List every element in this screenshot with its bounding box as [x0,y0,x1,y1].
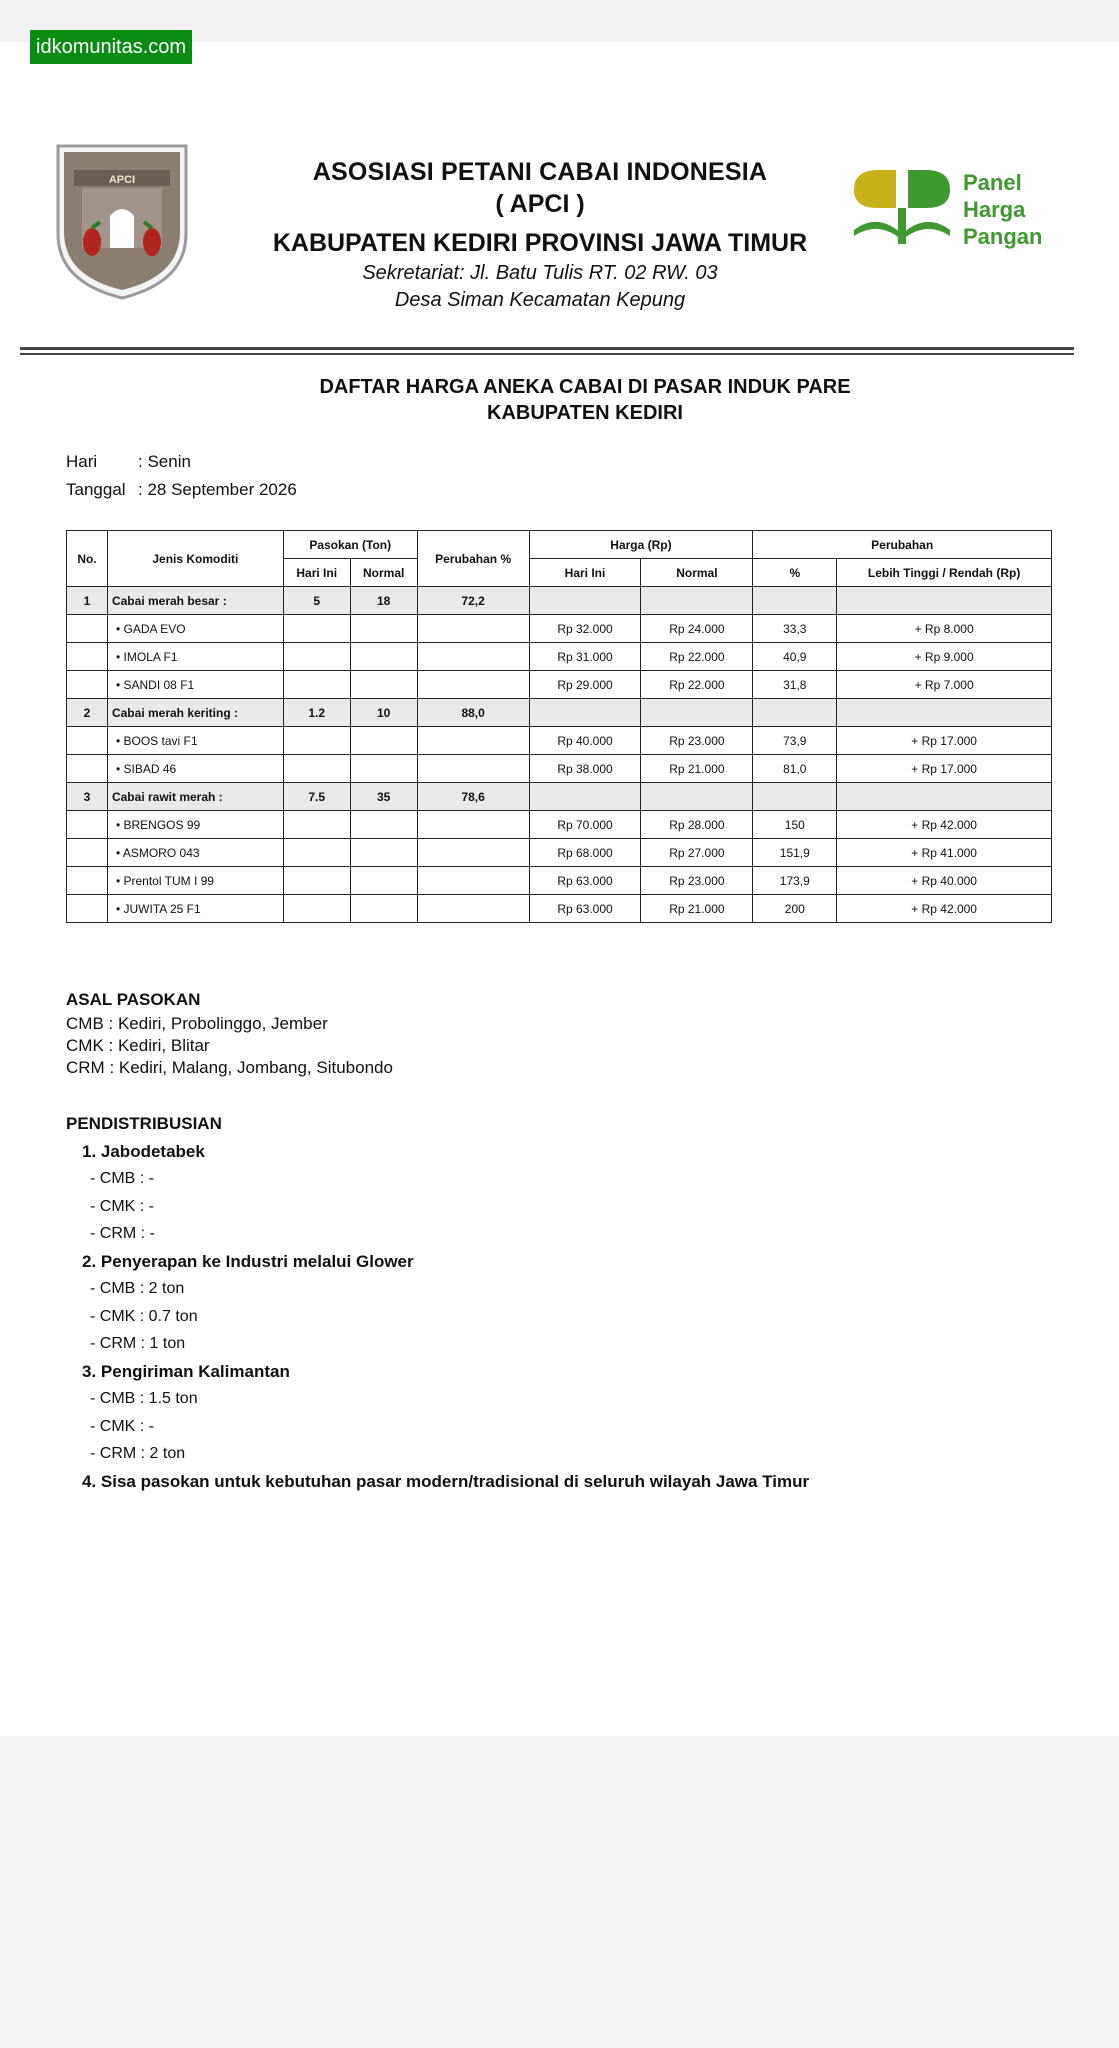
day-value: : Senin [138,452,191,471]
price-difference: + Rp 8.000 [837,615,1052,643]
row-no [67,839,108,867]
supply-normal [350,811,417,839]
price-normal: Rp 22.000 [641,671,753,699]
table-group-row [67,587,1052,615]
distribusi-item-4: 4. Sisa pasokan untuk kebutuhan pasar modern/tradisional di seluruh wilayah Jawa Timur [82,1472,810,1491]
row-no [67,867,108,895]
letterhead [200,156,880,314]
supply-change-pct: 72,2 [417,587,529,615]
row-no [67,727,108,755]
table-row [67,839,1052,867]
address-line-1: Sekretariat: Jl. Batu Tulis RT. 02 RW. 03 [362,262,718,284]
price-today: Rp 70.000 [529,811,641,839]
supply-change-pct [417,867,529,895]
table-row [67,811,1052,839]
supply-normal: 35 [350,783,417,811]
asal-title: ASAL PASOKAN [66,990,201,1009]
date-value: : 28 September 2026 [138,480,297,499]
price-change-pct: 31,8 [753,671,837,699]
header-harga-normal: Normal [641,559,753,587]
price-normal: Rp 22.000 [641,643,753,671]
distribusi-item-2: 2. Penyerapan ke Industri melalui Glower [82,1252,414,1271]
logo-text-pangan: Pangan [963,224,1043,249]
price-today: Rp 38.000 [529,755,641,783]
header-lebih: Lebih Tinggi / Rendah (Rp) [837,559,1052,587]
header-perubahan: Perubahan [753,531,1052,559]
row-no [67,615,108,643]
bottom-area [0,1736,1119,2048]
header-jenis: Jenis Komoditi [107,531,283,587]
row-no [67,895,108,923]
price-normal [641,699,753,727]
price-change-pct: 173,9 [753,867,837,895]
price-today [529,783,641,811]
supply-today [283,839,350,867]
price-today [529,587,641,615]
price-difference [837,783,1052,811]
price-change-pct [753,783,837,811]
table-row [67,615,1052,643]
price-normal [641,587,753,615]
price-difference: + Rp 42.000 [837,811,1052,839]
commodity-name: • BRENGOS 99 [107,811,283,839]
supply-change-pct: 88,0 [417,699,529,727]
watermark-label: idkomunitas.com [30,30,192,64]
price-normal: Rp 28.000 [641,811,753,839]
price-change-pct [753,587,837,615]
distribusi-sub: - CMK : 0.7 ton [90,1308,198,1325]
supply-change-pct [417,727,529,755]
price-today: Rp 29.000 [529,671,641,699]
supply-normal: 10 [350,699,417,727]
price-change-pct: 81,0 [753,755,837,783]
table-group-row [67,783,1052,811]
price-difference: + Rp 17.000 [837,755,1052,783]
title-line-1: DAFTAR HARGA ANEKA CABAI DI PASAR INDUK PARE [319,376,851,398]
price-today: Rp 40.000 [529,727,641,755]
header-harga: Harga (Rp) [529,531,753,559]
price-change-pct: 33,3 [753,615,837,643]
distribusi-title: PENDISTRIBUSIAN [66,1114,222,1133]
price-difference: + Rp 42.000 [837,895,1052,923]
supply-change-pct [417,643,529,671]
document-title [200,374,970,426]
day-row [66,451,191,473]
region-name: KABUPATEN KEDIRI PROVINSI JAWA TIMUR [272,229,808,257]
price-difference: + Rp 9.000 [837,643,1052,671]
commodity-name: Cabai merah besar : [107,587,283,615]
commodity-name: • IMOLA F1 [107,643,283,671]
supply-today [283,755,350,783]
header-pct: % [753,559,837,587]
table-row [67,867,1052,895]
table-row [67,895,1052,923]
supply-change-pct [417,615,529,643]
day-label: Hari [66,452,98,471]
price-difference: + Rp 41.000 [837,839,1052,867]
commodity-name: Cabai rawit merah : [107,783,283,811]
price-change-pct: 200 [753,895,837,923]
asal-line: CMK : Kediri, Blitar [66,1036,210,1055]
supply-normal [350,895,417,923]
supply-today: 5 [283,587,350,615]
row-no [67,755,108,783]
supply-today [283,615,350,643]
price-today: Rp 63.000 [529,867,641,895]
supply-change-pct [417,811,529,839]
row-no [67,811,108,839]
price-normal: Rp 21.000 [641,755,753,783]
row-no [67,671,108,699]
supply-today [283,671,350,699]
distribusi-sub: - CMB : 2 ton [90,1280,185,1297]
supply-normal [350,727,417,755]
commodity-name: • SANDI 08 F1 [107,671,283,699]
logo-text-harga: Harga [963,197,1026,222]
table-group-row [67,699,1052,727]
supply-normal [350,615,417,643]
supply-today [283,727,350,755]
price-normal: Rp 27.000 [641,839,753,867]
commodity-name: • GADA EVO [107,615,283,643]
distribusi-sub: - CMB : - [90,1170,154,1187]
price-today [529,699,641,727]
price-normal: Rp 23.000 [641,867,753,895]
supply-change-pct [417,839,529,867]
price-change-pct: 151,9 [753,839,837,867]
supply-normal [350,867,417,895]
table-row [67,643,1052,671]
apci-logo [52,142,192,302]
table-row [67,727,1052,755]
price-normal: Rp 24.000 [641,615,753,643]
row-no [67,643,108,671]
panel-harga-pangan-logo [848,160,1078,260]
supply-today [283,811,350,839]
header-divider-thin [20,353,1074,355]
price-difference: + Rp 40.000 [837,867,1052,895]
price-today: Rp 31.000 [529,643,641,671]
supply-change-pct [417,671,529,699]
distribusi-item-3: 3. Pengiriman Kalimantan [82,1362,290,1381]
supply-today: 1.2 [283,699,350,727]
logo-text-panel: Panel [963,170,1022,195]
supply-change-pct: 78,6 [417,783,529,811]
distribusi-sub: - CMB : 1.5 ton [90,1390,198,1407]
table-row [67,671,1052,699]
price-normal [641,783,753,811]
asal-line: CMB : Kediri, Probolinggo, Jember [66,1014,328,1033]
supply-normal [350,839,417,867]
commodity-name: • Prentol TUM I 99 [107,867,283,895]
header-pasokan: Pasokan (Ton) [283,531,417,559]
organization-name: ASOSIASI PETANI CABAI INDONESIA [312,158,768,186]
supply-today [283,867,350,895]
price-change-pct: 40,9 [753,643,837,671]
supply-normal [350,643,417,671]
supply-normal [350,755,417,783]
table-row [67,755,1052,783]
header-divider [20,347,1074,350]
price-difference [837,699,1052,727]
distribusi-item-1: 1. Jabodetabek [82,1142,205,1161]
supply-normal [350,671,417,699]
price-normal: Rp 21.000 [641,895,753,923]
supply-today: 7.5 [283,783,350,811]
supply-normal: 18 [350,587,417,615]
price-today: Rp 32.000 [529,615,641,643]
date-row [66,479,297,501]
address-line-2: Desa Siman Kecamatan Kepung [394,289,686,311]
commodity-name: • ASMORO 043 [107,839,283,867]
commodity-name: • JUWITA 25 F1 [107,895,283,923]
price-table [66,530,1052,923]
organization-abbr: ( APCI ) [495,190,585,218]
commodity-name: • BOOS tavi F1 [107,727,283,755]
price-today: Rp 68.000 [529,839,641,867]
header-no: No. [67,531,108,587]
header-pasokan-hari-ini: Hari Ini [283,559,350,587]
header-perubahan-pct: Perubahan % [417,531,529,587]
header-harga-hari-ini: Hari Ini [529,559,641,587]
price-change-pct [753,699,837,727]
price-change-pct: 73,9 [753,727,837,755]
date-label: Tanggal [66,480,126,499]
distribusi-sub: - CRM : 1 ton [90,1335,186,1352]
distribusi-sub: - CMK : - [90,1198,154,1215]
header-pasokan-normal: Normal [350,559,417,587]
title-line-2: KABUPATEN KEDIRI [487,402,683,424]
commodity-name: • SIBAD 46 [107,755,283,783]
distribusi-sub: - CMK : - [90,1418,154,1435]
row-no: 1 [67,587,108,615]
supply-today [283,895,350,923]
row-no: 3 [67,783,108,811]
distribusi-sub: - CRM : - [90,1225,155,1242]
supply-change-pct [417,895,529,923]
price-change-pct: 150 [753,811,837,839]
apci-logo-text: APCI [108,174,136,186]
price-difference: + Rp 17.000 [837,727,1052,755]
asal-line: CRM : Kediri, Malang, Jombang, Situbondo [66,1058,393,1077]
price-difference [837,587,1052,615]
row-no: 2 [67,699,108,727]
supply-change-pct [417,755,529,783]
supply-today [283,643,350,671]
price-normal: Rp 23.000 [641,727,753,755]
distribusi-sub: - CRM : 2 ton [90,1445,186,1462]
price-difference: + Rp 7.000 [837,671,1052,699]
price-today: Rp 63.000 [529,895,641,923]
commodity-name: Cabai merah keriting : [107,699,283,727]
